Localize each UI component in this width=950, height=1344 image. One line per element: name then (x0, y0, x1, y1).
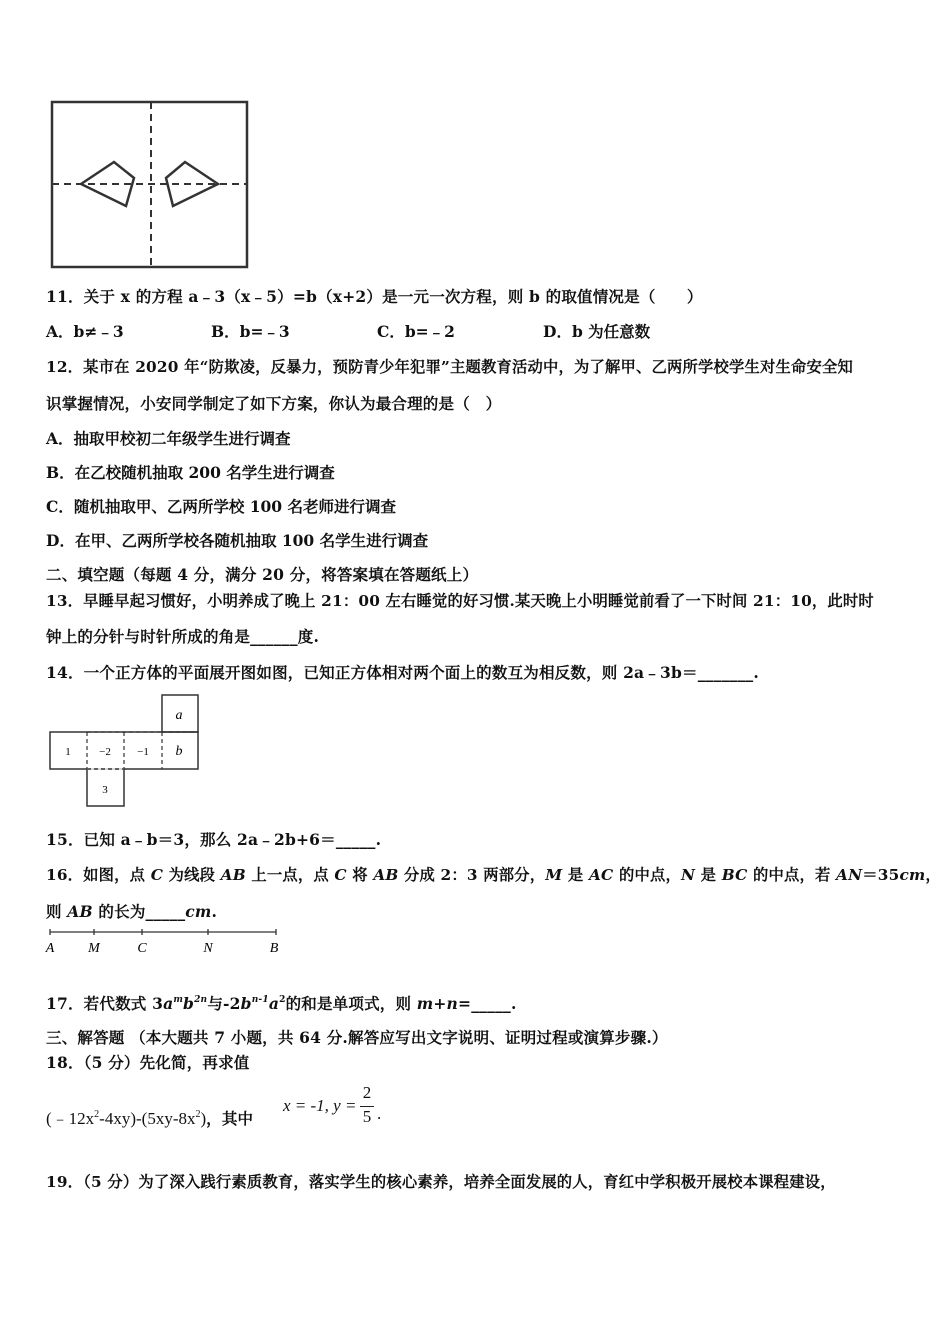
q11-option-c: C．b=﹣2 (377, 322, 455, 341)
q16-line1: 16．如图，点 C 为线段 AB 上一点，点 C 将 AB 分成 2：3 两部分，M 是 AC 的中点，N 是 BC 的中点，若 AN＝35cm， (46, 866, 941, 884)
q11-option-d: D．b 为任意数 (543, 322, 651, 341)
segment-figure (44, 926, 284, 958)
cube-cell-neg2: −2 (99, 746, 111, 758)
cube-cell-a: a (175, 708, 183, 723)
q12-option-c: C．随机抽取甲、乙两所学校 100 名老师进行调查 (46, 497, 396, 516)
q19-stem: 19．（5 分）为了深入践行素质教育，落实学生的核心素养，培养全面发展的人，育红中学积极开展校本课程建设， (46, 1173, 836, 1191)
q12-option-d: D．在甲、乙两所学校各随机抽取 100 名学生进行调查 (46, 531, 429, 550)
q14-stem: 14．一个正方体的平面展开图如图，已知正方体相对两个面上的数互为相反数，则 2a﹣3b＝_______. (46, 663, 759, 682)
q17-stem: 17．若代数式 $3a^mb^{2n}$与$-2b^{n-1}a^2$的和是单项式，则 m+n=_____. (46, 994, 517, 1013)
q13-line2: 钟上的分针与时针所成的角是______度. (46, 627, 320, 646)
q12-stem-line1: 12．某市在 2020 年“防欺凌，反暴力，预防青少年犯罪”主题教育活动中，为了解甲、乙两所学校学生对生命安全知 (46, 358, 853, 376)
cube-cell-1: 1 (65, 746, 71, 758)
section-3-heading: 三、解答题 （本大题共 7 小题，共 64 分.解答应写出文字说明、证明过程或演算步骤.） (46, 1028, 668, 1047)
cube-cell-b: b (175, 744, 183, 759)
q18-stem: 18．（5 分）先化简，再求值 (46, 1053, 250, 1072)
q18-given-values: x = -1, y = (283, 1096, 357, 1115)
q13-line1: 13．早睡早起习惯好，小明养成了晚上 21：00 左右睡觉的好习惯.某天晚上小明睡觉前看了一下时间 21：10，此时时 (46, 592, 874, 610)
cube-cell-3: 3 (102, 784, 108, 796)
cube-cell-neg1: −1 (137, 746, 149, 758)
q15-stem: 15．已知 a﹣b＝3，那么 2a﹣2b+6＝_____. (46, 830, 382, 849)
q11-option-b: B．b=﹣3 (211, 322, 290, 341)
q12-stem-line2: 识掌握情况，小安同学制定了如下方案，你认为最合理的是（ ） (46, 394, 502, 413)
segment-point-a: A (45, 941, 55, 956)
segment-point-c: C (137, 941, 147, 956)
segment-point-n: N (203, 941, 213, 956)
folded-paper-figure (48, 98, 254, 272)
q16-line2: 则 AB 的长为_____cm. (46, 902, 218, 921)
q18-fraction-denominator: 5 (362, 1107, 372, 1126)
section-2-heading: 二、填空题（每题 4 分，满分 20 分，将答案填在答题纸上） (46, 565, 479, 584)
q12-option-b: B．在乙校随机抽取 200 名学生进行调查 (46, 463, 335, 482)
q12-option-a: A．抽取甲校初二年级学生进行调查 (46, 429, 291, 448)
q18-period: . (377, 1104, 382, 1123)
q18-expression: $(﹣12x^2-4xy)-(5xy-8x^2)$，其中 (46, 1109, 254, 1128)
q11-stem: 11．关于 x 的方程 a﹣3（x﹣5）=b（x+2）是一元一次方程，则 b 的取值情况是（ ） (46, 287, 703, 306)
q11-option-a: A．b≠﹣3 (46, 322, 124, 341)
q18-fraction-numerator: 2 (362, 1083, 372, 1102)
cube-net-figure (48, 693, 203, 811)
segment-point-m: M (88, 941, 100, 956)
segment-point-b: B (269, 941, 279, 956)
